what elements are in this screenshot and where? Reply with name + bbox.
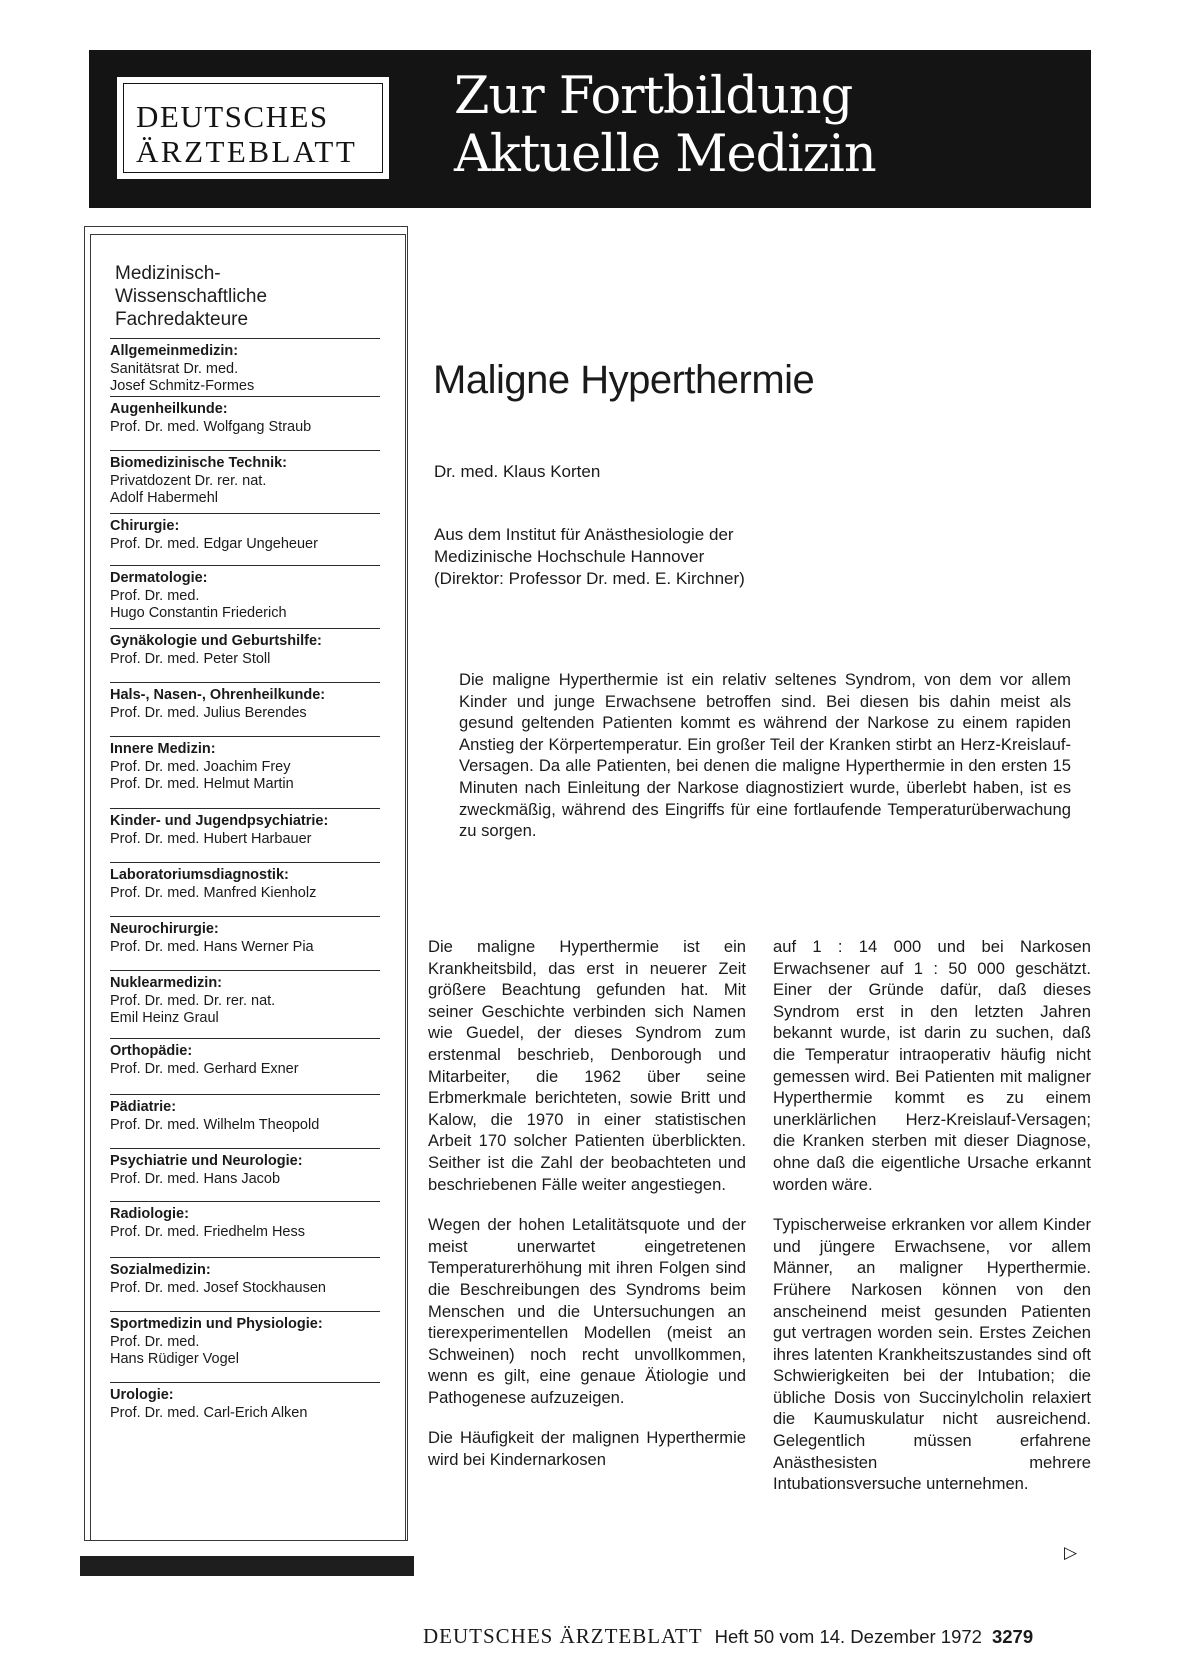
editor-name: Prof. Dr. med. Dr. rer. nat. — [110, 992, 276, 1009]
article-affiliation — [434, 524, 745, 590]
editor-name: Prof. Dr. med. Wilhelm Theopold — [110, 1116, 320, 1133]
editor-field: Sportmedizin und Physiologie: — [110, 1316, 323, 1332]
editor-field: Innere Medizin: — [110, 741, 216, 757]
editor-field: Urologie: — [110, 1387, 174, 1403]
editor-entry — [110, 808, 380, 862]
editors-sidebar — [80, 226, 414, 1576]
editor-field: Sozialmedizin: — [110, 1262, 211, 1278]
section-title-line-1: Zur Fortbildung — [454, 67, 853, 126]
editor-field: Gynäkologie und Geburtshilfe: — [110, 633, 322, 649]
editor-field: Nuklearmedizin: — [110, 975, 222, 991]
editor-name: Prof. Dr. med. Helmut Martin — [110, 776, 294, 792]
editor-entry — [110, 1201, 380, 1257]
logo-line-1: DEUTSCHES — [136, 99, 329, 134]
paragraph: auf 1 : 14 000 und bei Narkosen Erwachsener auf 1 : 50 000 geschätzt. Einer der Gründe dafür, daß dieses Syndrom erst in den letzten Jahren bekannt wurde, ist darin zu suchen, daß die Temperatur intraoperativ häufig nicht gemessen wird. Bei Patienten mit maligner Hyperthermie kommt es zu einem unerklärlichen Herz-Kreislauf-Versagen; die Kranken sterben mit dieser Diagnose, ohne daß die eigentliche Ursache erkannt worden wäre. — [773, 937, 1091, 1194]
sidebar-heading-line: Wissenschaftliche — [115, 286, 268, 307]
masthead-banner — [89, 50, 1091, 208]
sidebar-heading-line: Fachredakteure — [115, 309, 249, 330]
logo-line-2: ÄRZTEBLATT — [136, 134, 358, 169]
editor-name: Privatdozent Dr. rer. nat. — [110, 472, 267, 489]
editor-entry — [110, 1257, 380, 1311]
editor-field: Dermatologie: — [110, 570, 208, 586]
editor-field: Radiologie: — [110, 1206, 189, 1222]
editor-entry — [110, 565, 380, 628]
editor-entry — [110, 1038, 380, 1094]
editor-entry — [110, 513, 380, 565]
editor-field: Neurochirurgie: — [110, 921, 219, 937]
editor-field: Allgemeinmedizin: — [110, 343, 239, 359]
editor-name: Prof. Dr. med. Hans Werner Pia — [110, 938, 314, 955]
editor-field: Chirurgie: — [110, 518, 180, 534]
editor-name: Emil Heinz Graul — [110, 1010, 219, 1026]
editor-name: Prof. Dr. med. Wolfgang Straub — [110, 418, 312, 435]
editor-field: Hals-, Nasen-, Ohrenheilkunde: — [110, 687, 326, 703]
editor-field: Orthopädie: — [110, 1043, 193, 1059]
editor-name: Prof. Dr. med. Edgar Ungeheuer — [110, 535, 318, 552]
article-author: Dr. med. Klaus Korten — [434, 462, 601, 481]
affiliation-line: Medizinische Hochschule Hannover — [434, 547, 705, 566]
paragraph: Die Häufigkeit der malignen Hyperthermie wird bei Kindernarkosen — [428, 1428, 746, 1470]
journal-logo — [117, 77, 389, 179]
editor-field: Psychiatrie und Neurologie: — [110, 1153, 303, 1169]
editor-name: Prof. Dr. med. Manfred Kienholz — [110, 884, 317, 901]
section-title-line-2: Aktuelle Medizin — [454, 125, 876, 184]
editor-entry — [110, 338, 380, 396]
paragraph: Wegen der hohen Letalitätsquote und der meist unerwartet eingetretenen Temperaturerhöhung mit ihren Folgen sind die Beschreibungen des Syndroms beim Menschen und die Untersuchungen an tierexperimentellen Modellen (meist an Schweinen) noch recht unvollkommen, wenn es gilt, eine genaue Ätiologie und Pathogenese aufzuzeigen. — [428, 1215, 746, 1407]
editor-entry — [110, 1148, 380, 1201]
sidebar-heading-line: Medizinisch- — [115, 263, 221, 284]
paragraph: Die maligne Hyperthermie ist ein Krankheitsbild, das erst in neuerer Zeit größere Beachtung gefunden hat. Mit seiner Geschichte verbinden sich Namen wie Guedel, der dieses Syndrom zum erstenmal beschrieb, Denborough und Mitarbeiter, die 1962 über seine Erbmerkmale berichteten, sowie Britt und Kalow, die 1970 in einer statistischen Arbeit 170 solcher Patienten überblickten. Seither ist die Zahl der beobachteten und beschriebenen Fälle weiter angestiegen. — [428, 937, 746, 1194]
affiliation-line: Aus dem Institut für Anästhesiologie der — [434, 525, 734, 544]
editor-name: Prof. Dr. med. Julius Berendes — [110, 704, 307, 721]
footer-journal-name: DEUTSCHES ÄRZTEBLATT — [423, 1624, 703, 1648]
editor-entry — [110, 1382, 380, 1438]
editor-entry — [110, 628, 380, 682]
editor-field: Kinder- und Jugendpsychiatrie: — [110, 813, 329, 829]
body-column-1 — [428, 936, 746, 1490]
editor-name: Prof. Dr. med. — [110, 1333, 200, 1350]
editor-name: Prof. Dr. med. — [110, 587, 200, 604]
editor-name: Hans Rüdiger Vogel — [110, 1351, 239, 1367]
editor-field: Laboratoriumsdiagnostik: — [110, 867, 289, 883]
editor-field: Augenheilkunde: — [110, 401, 228, 417]
section-title — [454, 68, 876, 184]
editor-name: Prof. Dr. med. Peter Stoll — [110, 650, 271, 667]
article-title: Maligne Hyperthermie — [433, 358, 815, 402]
editor-name: Hugo Constantin Friederich — [110, 605, 287, 621]
editor-name: Prof. Dr. med. Josef Stockhausen — [110, 1279, 326, 1296]
editors-list — [110, 338, 380, 1438]
editor-entry — [110, 450, 380, 513]
continue-arrow-icon: ▷ — [1064, 1543, 1078, 1563]
editor-name: Prof. Dr. med. Hans Jacob — [110, 1170, 281, 1187]
paragraph: Typischerweise erkranken vor allem Kinder und jüngere Erwachsene, vor allem Männer, an maligner Hyperthermie. Frühere Narkosen können von den anscheinend meist gesunden Patienten gut vertragen worden sein. Erstes Zeichen ihres latenten Krankheitszustandes sind oft Schwierigkeiten bei der Intubation; die übliche Dosis von Succinylcholin relaxiert die Kaumuskulatur nicht ausreichend. Gelegentlich müssen erfahrene Anästhesisten mehrere Intubationsversuche unternehmen. — [773, 1215, 1091, 1494]
editor-name: Sanitätsrat Dr. med. — [110, 360, 239, 377]
editor-name: Adolf Habermehl — [110, 490, 218, 506]
editor-entry — [110, 682, 380, 736]
editor-name: Prof. Dr. med. Friedhelm Hess — [110, 1223, 305, 1240]
editor-entry — [110, 862, 380, 916]
editor-name: Prof. Dr. med. Carl-Erich Alken — [110, 1404, 308, 1421]
body-column-2 — [773, 936, 1091, 1514]
editor-entry — [110, 396, 380, 450]
footer-issue: Heft 50 vom 14. Dezember 1972 — [714, 1626, 982, 1647]
editor-entry — [110, 1311, 380, 1382]
editor-entry — [110, 916, 380, 970]
editor-entry — [110, 1094, 380, 1148]
sidebar-bottom-bar — [80, 1556, 414, 1576]
editor-name: Prof. Dr. med. Joachim Frey — [110, 758, 291, 775]
editor-name: Josef Schmitz-Formes — [110, 378, 255, 394]
editor-entry — [110, 970, 380, 1038]
page-number: 3279 — [991, 1626, 1034, 1647]
editor-name: Prof. Dr. med. Hubert Harbauer — [110, 830, 312, 847]
editor-name: Prof. Dr. med. Gerhard Exner — [110, 1060, 299, 1077]
article-abstract: Die maligne Hyperthermie ist ein relativ seltenes Syndrom, von dem vor allem Kinder und junge Erwachsene betroffen sind. Bei diesen bis dahin meist als gesund geltenden Patienten kommt es während der Narkose zu einem rapiden Anstieg der Körpertemperatur. Ein großer Teil der Kranken stirbt an Herz-Kreislauf-Versagen. Da alle Patienten, bei denen die maligne Hyperthermie in den ersten 15 Minuten nach Einleitung der Narkose diagnostiziert wurde, überlebt haben, ist es zweckmäßig, während des Eingriffs für eine fortlaufende Temperaturüberwachung zu sorgen. — [459, 670, 1071, 841]
editor-field: Pädiatrie: — [110, 1099, 177, 1115]
affiliation-line: (Direktor: Professor Dr. med. E. Kirchner) — [434, 569, 745, 588]
sidebar-heading — [115, 262, 267, 331]
editor-entry — [110, 736, 380, 808]
page-footer — [423, 1624, 1033, 1649]
editor-field: Biomedizinische Technik: — [110, 455, 287, 471]
